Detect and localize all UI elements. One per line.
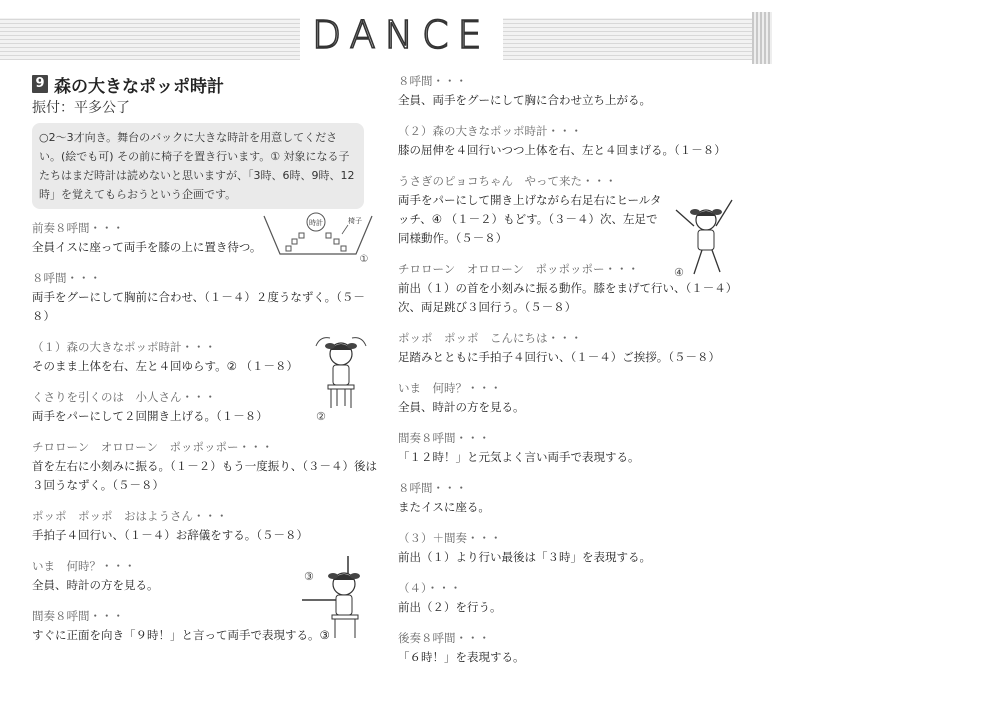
song-title (32, 72, 377, 96)
chair-mark (299, 233, 304, 238)
step-action: 全員、両手をグーにして胸に合わせ立ち上がる。 (398, 93, 651, 107)
step-block (32, 557, 292, 595)
step-block (398, 122, 738, 160)
figure-marker: ② (316, 410, 326, 423)
step-block (398, 72, 738, 110)
child-swaying-figure (306, 332, 376, 424)
step-action: またイスに座る。 (398, 500, 490, 514)
chair-mark (341, 246, 346, 251)
step-block (32, 219, 262, 257)
step-action: 前出（１）より行い最後は「３時」を表現する。 (398, 550, 651, 564)
step-block (398, 479, 738, 517)
chair-mark (286, 246, 291, 251)
step-action: 前出（１）の首を小刻みに振る動作。膝をまげて行い、（１－４）次、両足跳び３回行う。（５－８） (398, 281, 738, 314)
step-lyric: （２）森の大きなポッポ時計・・・ (398, 124, 582, 138)
step-lyric: 間奏８呼間・・・ (398, 431, 490, 445)
step-action: 全員、時計の方を見る。 (398, 400, 525, 414)
step-block (398, 172, 668, 248)
step-action: 膝の屈伸を４回行いつつ上体を右、左と４回まげる。（１－８） (398, 143, 726, 157)
step-block (398, 379, 738, 417)
step-block (32, 507, 377, 545)
chair-label: 椅子 (348, 217, 362, 225)
step-action: 両手をパーにして開き上げながら右足右にヒールタッチ、④ （１－２）もどす。（３－４）次、左足で同様動作。（５－８） (398, 193, 662, 245)
step-lyric: ８呼間・・・ (398, 481, 467, 495)
step-action: そのまま上体を右、左と４回ゆらす。② （１－８） (32, 359, 299, 373)
step-lyric: （１）森の大きなポッポ時計・・・ (32, 340, 216, 354)
figure-marker: ① (359, 254, 369, 265)
stage-diagram (262, 210, 374, 268)
step-block (398, 629, 738, 667)
step-action: 全員イスに座って両手を膝の上に置き待つ。 (32, 240, 262, 254)
step-action: 全員、時計の方を見る。 (32, 578, 159, 592)
step-lyric: いま 何時？・・・ (32, 559, 136, 573)
step-lyric: 間奏８呼間・・・ (32, 609, 124, 623)
step-block (398, 260, 738, 317)
step-action: 両手をグーにして胸前に合わせ、（１－４）２度うなずく。（５－８） (32, 290, 365, 323)
figure-marker: ③ (304, 570, 314, 583)
step-block (32, 388, 302, 426)
step-lyric: くさりを引くのは 小人さん・・・ (32, 390, 216, 404)
step-lyric: 後奏８呼間・・・ (398, 631, 490, 645)
step-lyric: 前奏８呼間・・・ (32, 221, 124, 235)
chair-mark (292, 239, 297, 244)
step-lyric: ８呼間・・・ (32, 271, 101, 285)
step-block (398, 529, 738, 567)
step-block (398, 429, 738, 467)
step-block (32, 338, 302, 376)
step-lyric: ポッポ ポッポ おはようさん・・・ (32, 509, 228, 523)
step-lyric: （３）＋間奏・・・ (398, 531, 502, 545)
step-lyric: （４）・・・ (398, 581, 462, 595)
step-block (32, 269, 377, 326)
step-action: 「１２時！」と元気よく言い両手で表現する。 (398, 450, 640, 464)
step-action: 足踏みとともに手拍子４回行い、（１－４）ご挨拶。（５－８） (398, 350, 720, 364)
intro-box: ○2～3才向き。舞台のバックに大きな時計を用意してください。(絵でも可) その前に椅子を置き行います。① 対象になる子たちはまだ時計は読めないと思いますが、「3時、6時、9時、12時」を覚えてもらおうという企画です。 (32, 123, 364, 209)
step-block (398, 329, 738, 367)
step-action: 「６時！」を表現する。 (398, 650, 525, 664)
choreographer: 振付：平多公了 (32, 100, 130, 116)
step-block (32, 438, 377, 495)
step-action: 手拍子４回行い、（１－４）お辞儀をする。（５－８） (32, 528, 308, 542)
step-block (398, 579, 738, 617)
page-header-title: DANCE (300, 10, 503, 60)
step-lyric: うさぎのピョコちゃん やって来た・・・ (398, 174, 617, 188)
step-lyric: いま 何時？・・・ (398, 381, 502, 395)
step-lyric: チロローン オロローン ポッポッポー・・・ (32, 440, 274, 454)
step-action: すぐに正面を向き「９時！」と言って両手で表現する。③ (32, 628, 330, 642)
step-lyric: チロローン オロローン ポッポッポー・・・ (398, 262, 640, 276)
header-stripe-end (752, 12, 772, 64)
step-lyric: ８呼間・・・ (398, 74, 467, 88)
step-action: 首を左右に小刻みに振る。（１－２）もう一度振り、（３－４）後は３回うなずく。（５－８） (32, 459, 377, 492)
clock-label: 時計 (309, 219, 323, 227)
chair-mark (334, 239, 339, 244)
right-column (398, 72, 738, 667)
step-action: 前出（２）を行う。 (398, 600, 502, 614)
child-nine-oclock-figure (300, 556, 372, 646)
step-lyric: ポッポ ポッポ こんにちは・・・ (398, 331, 582, 345)
chair-mark (326, 233, 331, 238)
song-title-text: 森の大きなポッポ時計 (54, 76, 224, 97)
figure-marker: ④ (674, 266, 684, 279)
song-number-badge: 9 (32, 75, 48, 93)
step-action: 両手をパーにして２回開き上げる。（１－８） (32, 409, 268, 423)
